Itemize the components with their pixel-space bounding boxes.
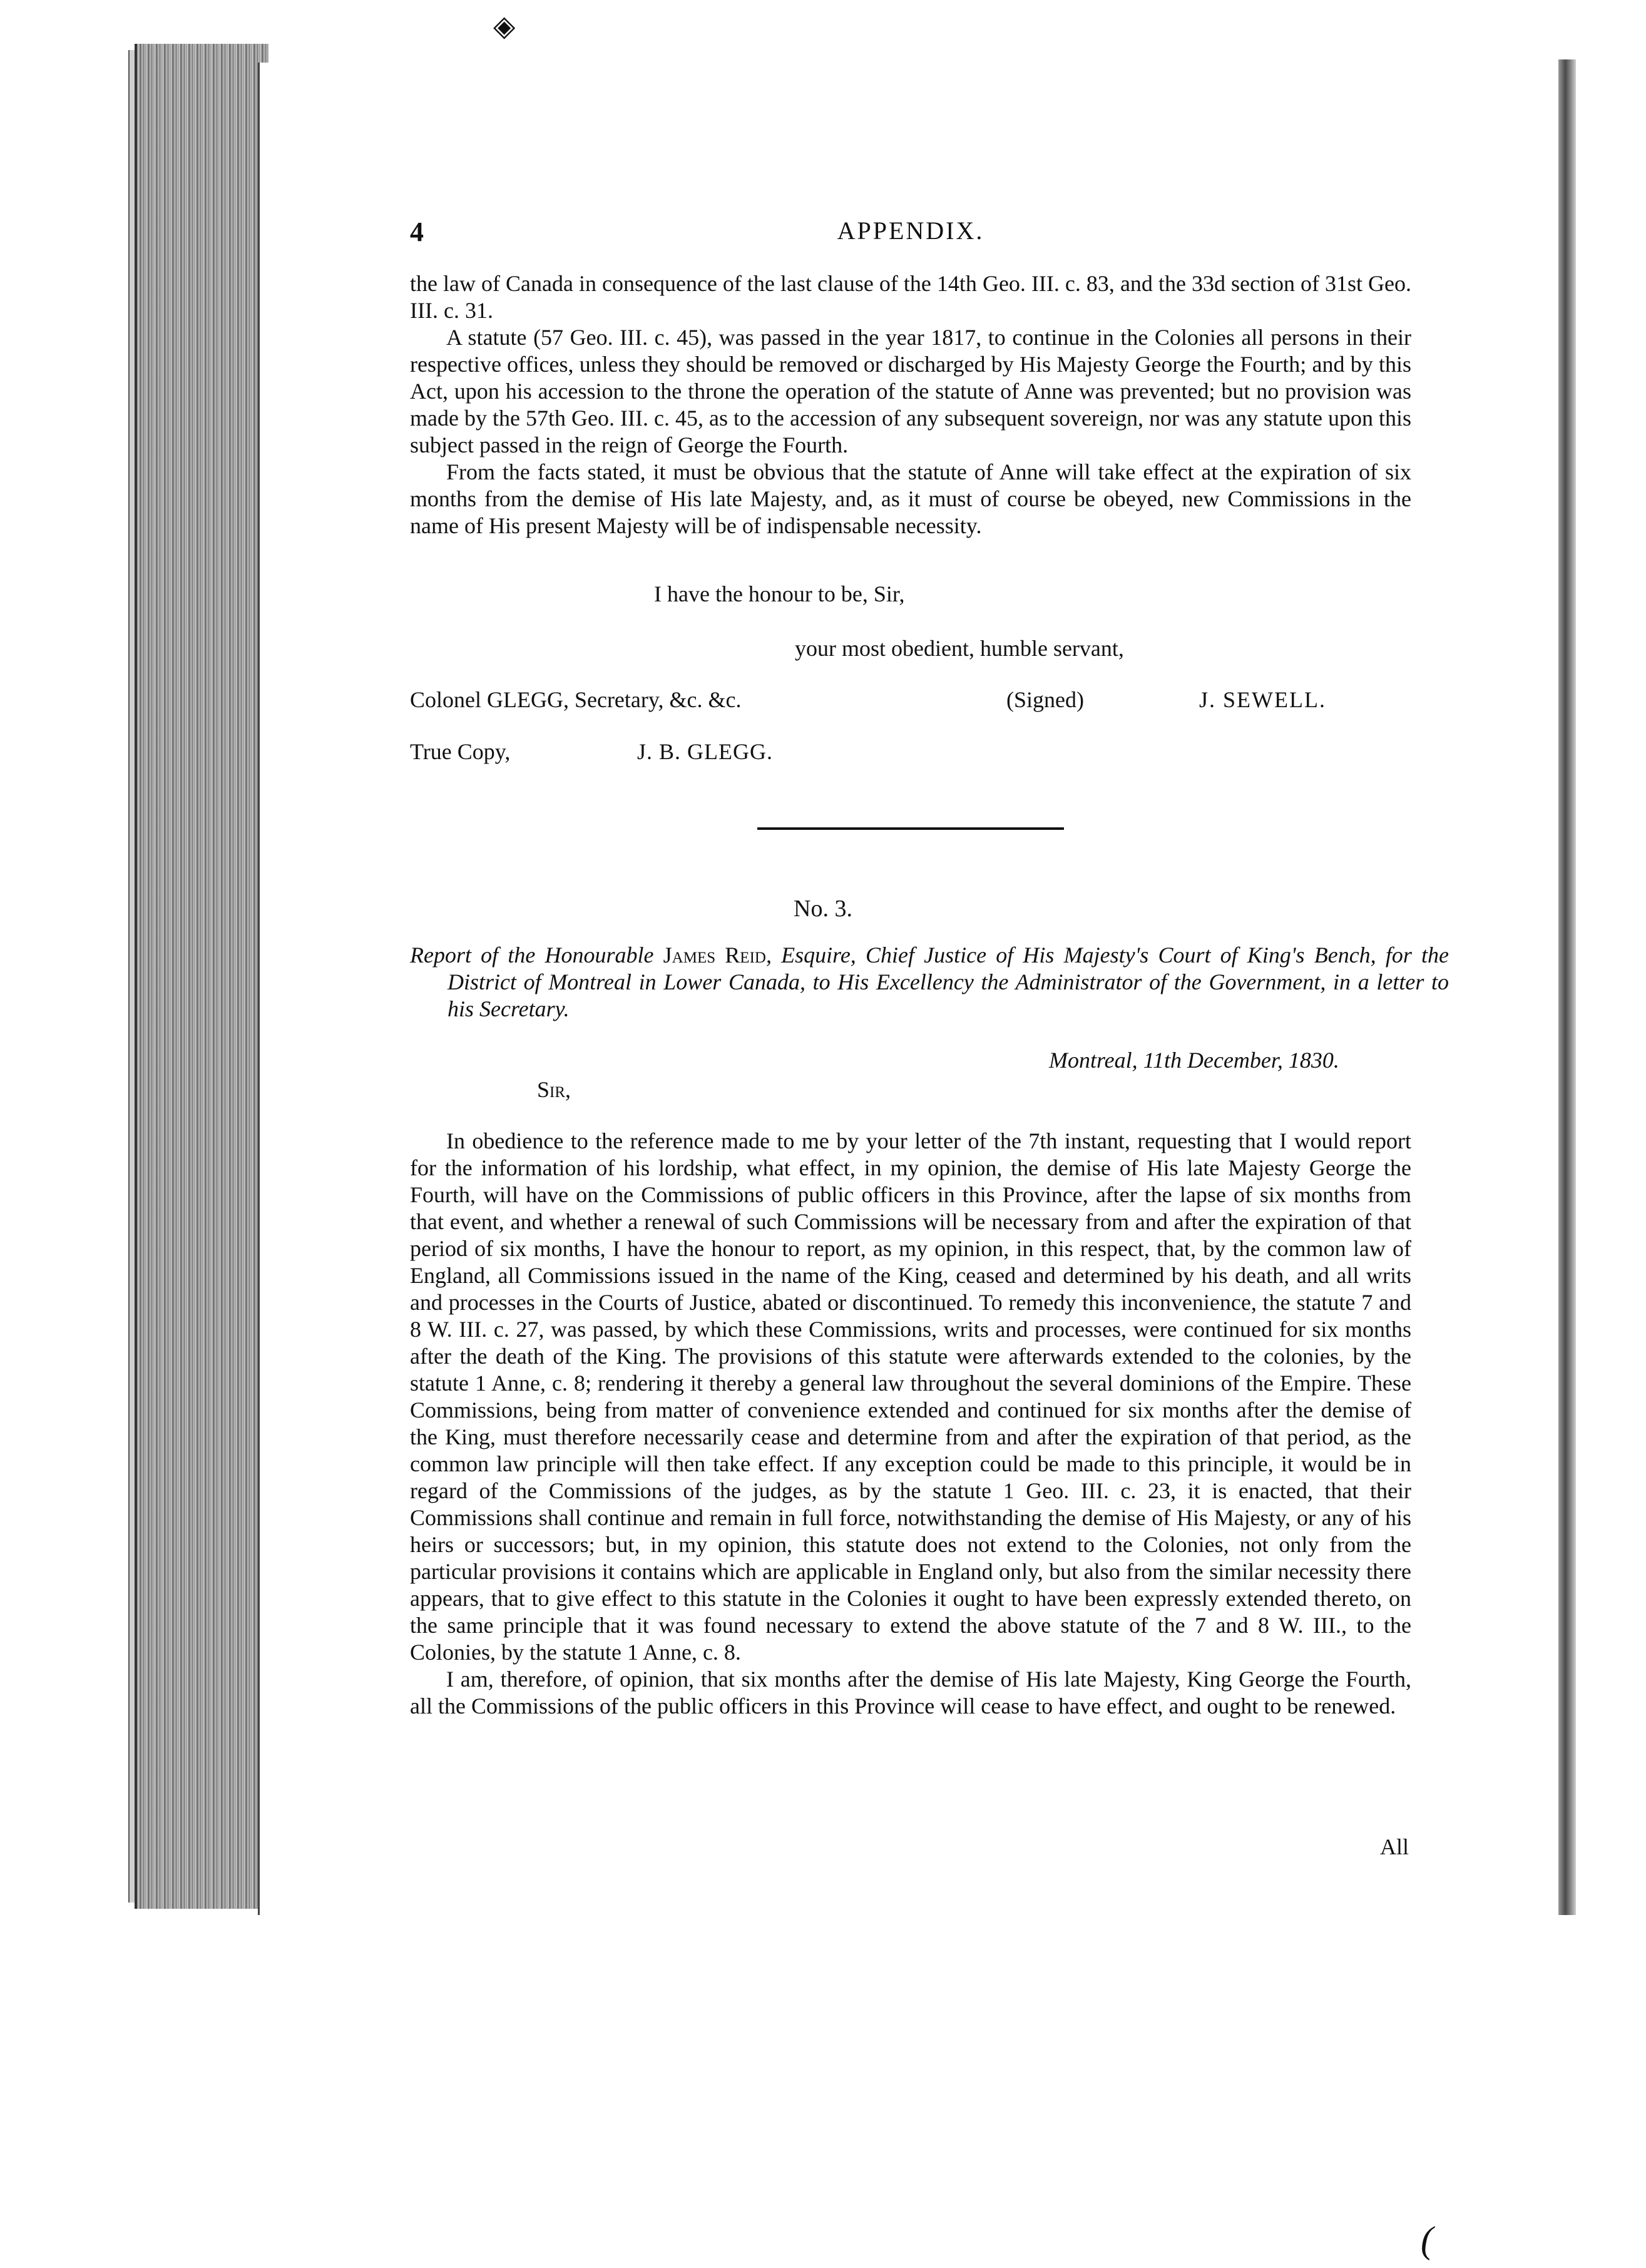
report-title-part-2: , Esquire, Chief Justice of His Majesty's Court of King's Bench, for the District of Montreal in Lower Canada, to His Excellency the Administrator of the Government, in a letter to his Secretary. xyxy=(447,942,1449,1021)
scan-mark-icon: ( xyxy=(1421,2219,1433,2260)
dateline-date: , 11th December, 1830. xyxy=(1132,1048,1339,1073)
scan-speck-icon: ◈ xyxy=(493,10,516,42)
true-copy-name: J. B. GLEGG. xyxy=(637,739,773,764)
doc1-paragraph-1: the law of Canada in consequence of the last clause of the 14th Geo. III. c. 83, and the 33d section of 31st Geo. III. c. 31. xyxy=(410,271,1411,323)
doc1-paragraph-3: From the facts stated, it must be obvious that the statute of Anne will take effect at the expiration of six months from the demise of His late Majesty, and, as it must of course be obeyed, new Commissions in the name of His present Majesty will be of indispensable necessity. xyxy=(410,459,1411,538)
salutation: Sir, xyxy=(537,1077,571,1102)
addressee: Colonel GLEGG, Secretary, &c. &c. xyxy=(410,687,742,712)
closing-line-1: I have the honour to be, Sir, xyxy=(654,581,905,606)
signature: J. SEWELL. xyxy=(1199,687,1326,712)
document-number: No. 3. xyxy=(794,896,852,922)
doc2-body xyxy=(410,1128,1411,1720)
report-dateline xyxy=(1049,1047,1339,1073)
doc2-paragraph-2: I am, therefore, of opinion, that six months after the demise of His late Majesty, King George the Fourth, all the Commissions of the public officers in this Province will cease to have effect, and ought to be renewed. xyxy=(410,1667,1411,1719)
true-copy-label: True Copy, xyxy=(410,739,511,764)
signed-label: (Signed) xyxy=(1006,687,1084,712)
doc2-paragraph-1: In obedience to the reference made to me by your letter of the 7th instant, requesting that I would report for the information of his lordship, what effect, in my opinion, the demise of His late Majesty George the Fourth, will have on the Commissions of public officers in this Province, after the lapse of six months from that event, and whether a renewal of such Commissions will be necessary from and after the expiration of that period of six months, I have the honour to report, as my opinion, in this respect, that, by the common law of England, all Commissions issued in the name of the King, ceased and determined by his death, and all writs and processes in the Courts of Justice, abated or discontinued. To remedy this inconvenience, the statute 7 and 8 W. III. c. 27, was passed, by which these Commissions, writs and processes, were continued for six months after the death of the King. The provisions of this statute were afterwards extended to the colonies, by the statute 1 Anne, c. 8; rendering it thereby a general law throughout the several dominions of the Empire. These Commissions, being from matter of convenience extended and continued for six months after the demise of the King, must therefore necessarily cease and determine from and after the expiration of that period, as the common law principle will then take effect. If any exception could be made to this principle, it would be in regard of the Commissions of the judges, as by the statute 1 Geo. III. c. 23, it is enacted, that their Commissions shall continue and remain in full force, notwithstanding the demise of His Majesty, or any of his heirs or successors; but, in my opinion, this statute does not extend to the Colonies, not only from the particular provisions it contains which are applicable in England only, but also from the similar necessity there appears, that to give effect to this statute in the Colonies it ought to have been expressly extended thereto, on the same principle that it was found necessary to extend the above statute of the 7 and 8 W. III., to the Colonies, by the statute 1 Anne, c. 8. xyxy=(410,1128,1411,1665)
section-divider xyxy=(757,827,1064,831)
doc1-body xyxy=(410,270,1411,539)
book-page-edges xyxy=(135,44,268,1909)
page-number: 4 xyxy=(410,217,424,247)
closing-line-2: your most obedient, humble servant, xyxy=(795,636,1124,661)
report-title xyxy=(410,942,1449,1023)
doc1-paragraph-2: A statute (57 Geo. III. c. 45), was passed in the year 1817, to continue in the Colonies all persons in their respective offices, unless they should be removed or discharged by His Majesty George the Fourth; and by this Act, upon his accession to the throne the operation of the statute of Anne was prevented; but no provision was made by the 57th Geo. III. c. 45, as to the accession of any subsequent sovereign, nor was any statute upon this subject passed in the reign of George the Fourth. xyxy=(410,325,1411,457)
book-edge-right xyxy=(1558,59,1576,1915)
dateline-place: Montreal xyxy=(1049,1048,1132,1073)
catchword: All xyxy=(1380,1834,1409,1859)
report-title-name: James Reid xyxy=(663,942,766,968)
running-head xyxy=(410,216,1411,247)
running-title: APPENDIX. xyxy=(837,217,984,245)
report-title-part-1: Report of the Honourable xyxy=(410,942,663,968)
